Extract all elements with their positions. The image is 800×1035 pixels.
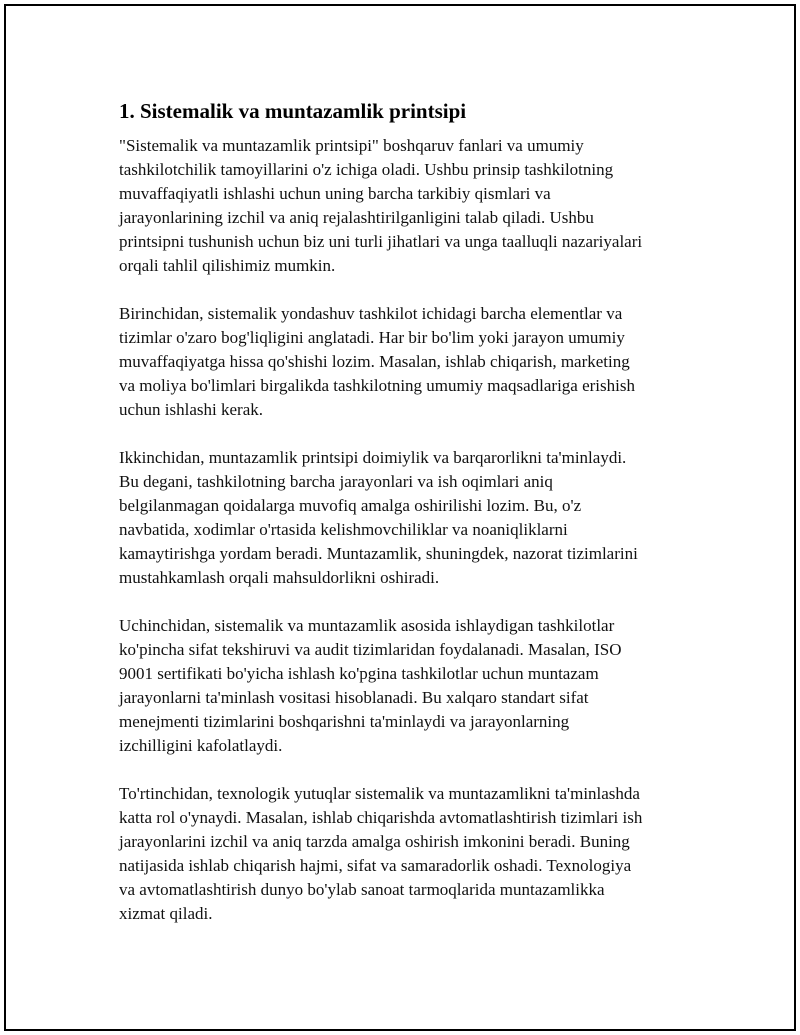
page-frame xyxy=(4,4,796,1031)
paragraph-third: Uchinchidan, sistemalik va muntazamlik asosida ishlaydigan tashkilotlar ko'pincha sifat tekshiruvi va audit tizimlaridan foydalanadi. Masalan, ISO 9001 sertifikati bo'yicha ishlash ko'pgina tashkilotlar uchun muntazam jarayonlarni ta'minlash vositasi hisoblanadi. Bu xalqaro standart sifat menejmenti tizimlarini boshqarishni ta'minlaydi va jarayonlarning izchilligini kafolatlaydi. xyxy=(119,616,622,755)
document-body xyxy=(119,97,699,950)
paragraph-second: Ikkinchidan, muntazamlik printsipi doimiylik va barqarorlikni ta'minlaydi. Bu degani, tashkilotning barcha jarayonlari va ish oqimlari aniq belgilanmagan qoidalarga muvofiq amalga oshirilishi lozim. Bu, o'z navbatida, xodimlar o'rtasida kelishmovchiliklar va noaniqliklarni kamaytirishga yordam beradi. Muntazamlik, shuningdek, nazorat tizimlarini mustahkamlash orqali mahsuldorlikni oshiradi. xyxy=(119,448,638,587)
paragraph-fourth: To'rtinchidan, texnologik yutuqlar sistemalik va muntazamlikni ta'minlashda katta rol o'ynaydi. Masalan, ishlab chiqarishda avtomatlashtirish tizimlari ish jarayonlarini izchil va aniq tarzda amalga oshirish imkonini beradi. Buning natijasida ishlab chiqarish hajmi, sifat va samaradorlik oshadi. Texnologiya va avtomatlashtirish dunyo bo'ylab sanoat tarmoqlarida muntazamlikka xizmat qiladi. xyxy=(119,784,643,923)
paragraph-intro: "Sistemalik va muntazamlik printsipi" boshqaruv fanlari va umumiy tashkilotchilik tamoyillarini o'z ichiga oladi. Ushbu prinsip tashkilotning muvaffaqiyatli ishlashi uchun uning barcha tarkibiy qismlari va jarayonlarining izchil va aniq rejalashtirilganligini talab qiladi. Ushbu printsipni tushunish uchun biz uni turli jihatlari va unga taalluqli nazariyalari orqali tahlil qilishimiz mumkin. xyxy=(119,136,643,275)
paragraph-first: Birinchidan, sistemalik yondashuv tashkilot ichidagi barcha elementlar va tizimlar o'zaro bog'liqligini anglatadi. Har bir bo'lim yoki jarayon umumiy muvaffaqiyatga hissa qo'shishi lozim. Masalan, ishlab chiqarish, marketing va moliya bo'limlari birgalikda tashkilotning umumiy maqsadlariga erishish uchun ishlashi kerak. xyxy=(119,304,635,419)
section-heading: 1. Sistemalik va muntazamlik printsipi xyxy=(119,99,467,123)
